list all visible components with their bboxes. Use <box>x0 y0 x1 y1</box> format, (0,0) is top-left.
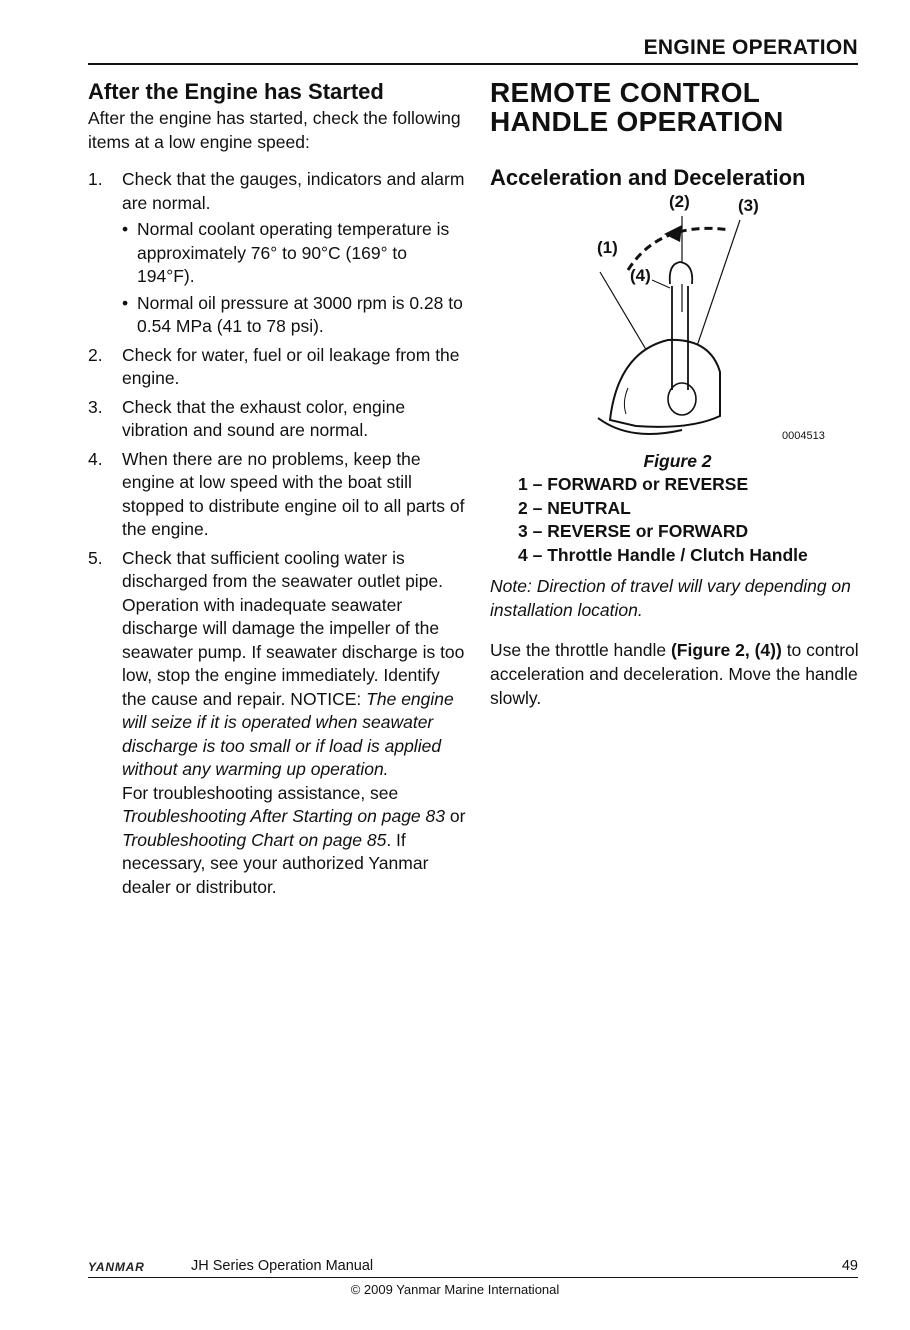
legend-item: 1 – FORWARD or REVERSE <box>518 474 749 494</box>
step-text: Check that sufficient cooling water is discharged from the seawater outlet pipe. Operation with inadequate seawater discharge will damage the impeller of the seawater pump. If seawater discharge is too low, stop the engine immediately. Identify the cause and repair. NOTICE: <box>122 547 465 709</box>
after-start-heading: After the Engine has Started <box>88 79 384 104</box>
footer-rule <box>88 1277 858 1278</box>
checklist-item <box>88 168 466 339</box>
throttle-handle-illustration <box>570 192 870 450</box>
bullet-dot: • <box>122 292 129 313</box>
bullet-text: Normal oil pressure at 3000 rpm is 0.28 to 0.54 MPa (41 to 78 psi). <box>137 292 463 336</box>
callout-1: (1) <box>597 238 618 257</box>
step-number: 1. <box>88 169 103 189</box>
bullet-item <box>122 292 466 339</box>
figure-caption: Figure 2 <box>643 451 712 471</box>
step-text: Check for water, fuel or oil leakage from the engine. <box>122 344 460 388</box>
step-text: Check that the gauges, indicators and alarm are normal. <box>122 169 465 213</box>
right-column <box>490 78 865 710</box>
step-number: 2. <box>88 344 103 365</box>
after-start-intro: After the engine has started, check the following items at a low engine speed: <box>88 108 461 152</box>
checklist-item <box>88 547 466 900</box>
figure-code: 0004513 <box>782 430 825 442</box>
figure-legend <box>518 473 865 567</box>
troubleshooting-link-chart[interactable]: Troubleshooting Chart on page 85 <box>122 829 387 850</box>
bullet-item <box>122 218 466 289</box>
legend-item: 4 – Throttle Handle / Clutch Handle <box>518 544 808 565</box>
title-line-2: HANDLE OPERATION <box>490 106 784 137</box>
checklist-item <box>88 344 466 391</box>
copyright: © 2009 Yanmar Marine International <box>350 1282 560 1297</box>
step-text: Check that the exhaust color, engine vibration and sound are normal. <box>122 396 406 440</box>
direction-note: Note: Direction of travel will vary depending on installation location. <box>490 576 851 620</box>
callout-4-leader <box>652 280 670 288</box>
control-housing <box>610 340 720 427</box>
remote-control-figure <box>570 192 870 450</box>
bullet-dot: • <box>122 219 129 239</box>
troubleshooting-prefix: For troubleshooting assistance, see <box>122 782 399 803</box>
step-number: 5. <box>88 547 103 568</box>
callout-4: (4) <box>630 266 651 285</box>
section-header-title: ENGINE OPERATION <box>643 36 858 59</box>
checklist-item <box>88 396 466 443</box>
step-text: When there are no problems, keep the engine at low speed with the boat still stopped to distribute engine oil to all parts of the engine. <box>122 448 465 539</box>
bullet-text: Normal coolant operating temperature is approximately 76° to 90°C (169° to 194°F). <box>137 219 450 286</box>
bullet-list <box>122 218 466 339</box>
troubleshooting-or: or <box>449 806 466 826</box>
arc-arrowhead-icon <box>664 225 682 242</box>
page-footer <box>88 1258 858 1278</box>
callout-3: (3) <box>738 196 759 215</box>
troubleshooting-link-after-starting[interactable]: Troubleshooting After Starting on page 83 <box>122 806 445 826</box>
checklist-item <box>88 448 466 542</box>
callout-2: (2) <box>669 192 690 211</box>
legend-item: 2 – NEUTRAL <box>518 497 631 518</box>
step-number: 3. <box>88 396 103 417</box>
checklist <box>88 168 466 899</box>
remote-control-title <box>490 78 865 136</box>
legend-item: 3 – REVERSE or FORWARD <box>518 521 749 541</box>
usage-prefix: Use the throttle handle <box>490 640 667 660</box>
title-line-1: REMOTE CONTROL <box>490 77 761 108</box>
notice-text: The engine will seize if it is operated when seawater discharge is too small or if load is applied without any warming up operation. <box>122 688 454 779</box>
yanmar-logo: YANMAR <box>88 1260 145 1274</box>
header-rule <box>88 63 858 65</box>
usage-suffix: to control acceleration and deceleration. Move the handle slowly. <box>490 640 859 708</box>
troubleshooting-suffix: . If necessary, see your authorized Yanmar dealer or distributor. <box>122 829 429 897</box>
figure-reference: (Figure 2, (4)) <box>670 640 782 660</box>
handle-knob <box>670 262 693 284</box>
usage-paragraph <box>490 638 865 710</box>
page-number: 49 <box>841 1258 858 1274</box>
acceleration-heading: Acceleration and Deceleration <box>490 165 806 190</box>
left-column <box>88 78 466 904</box>
manual-name: JH Series Operation Manual <box>191 1258 374 1274</box>
step-number: 4. <box>88 448 103 469</box>
